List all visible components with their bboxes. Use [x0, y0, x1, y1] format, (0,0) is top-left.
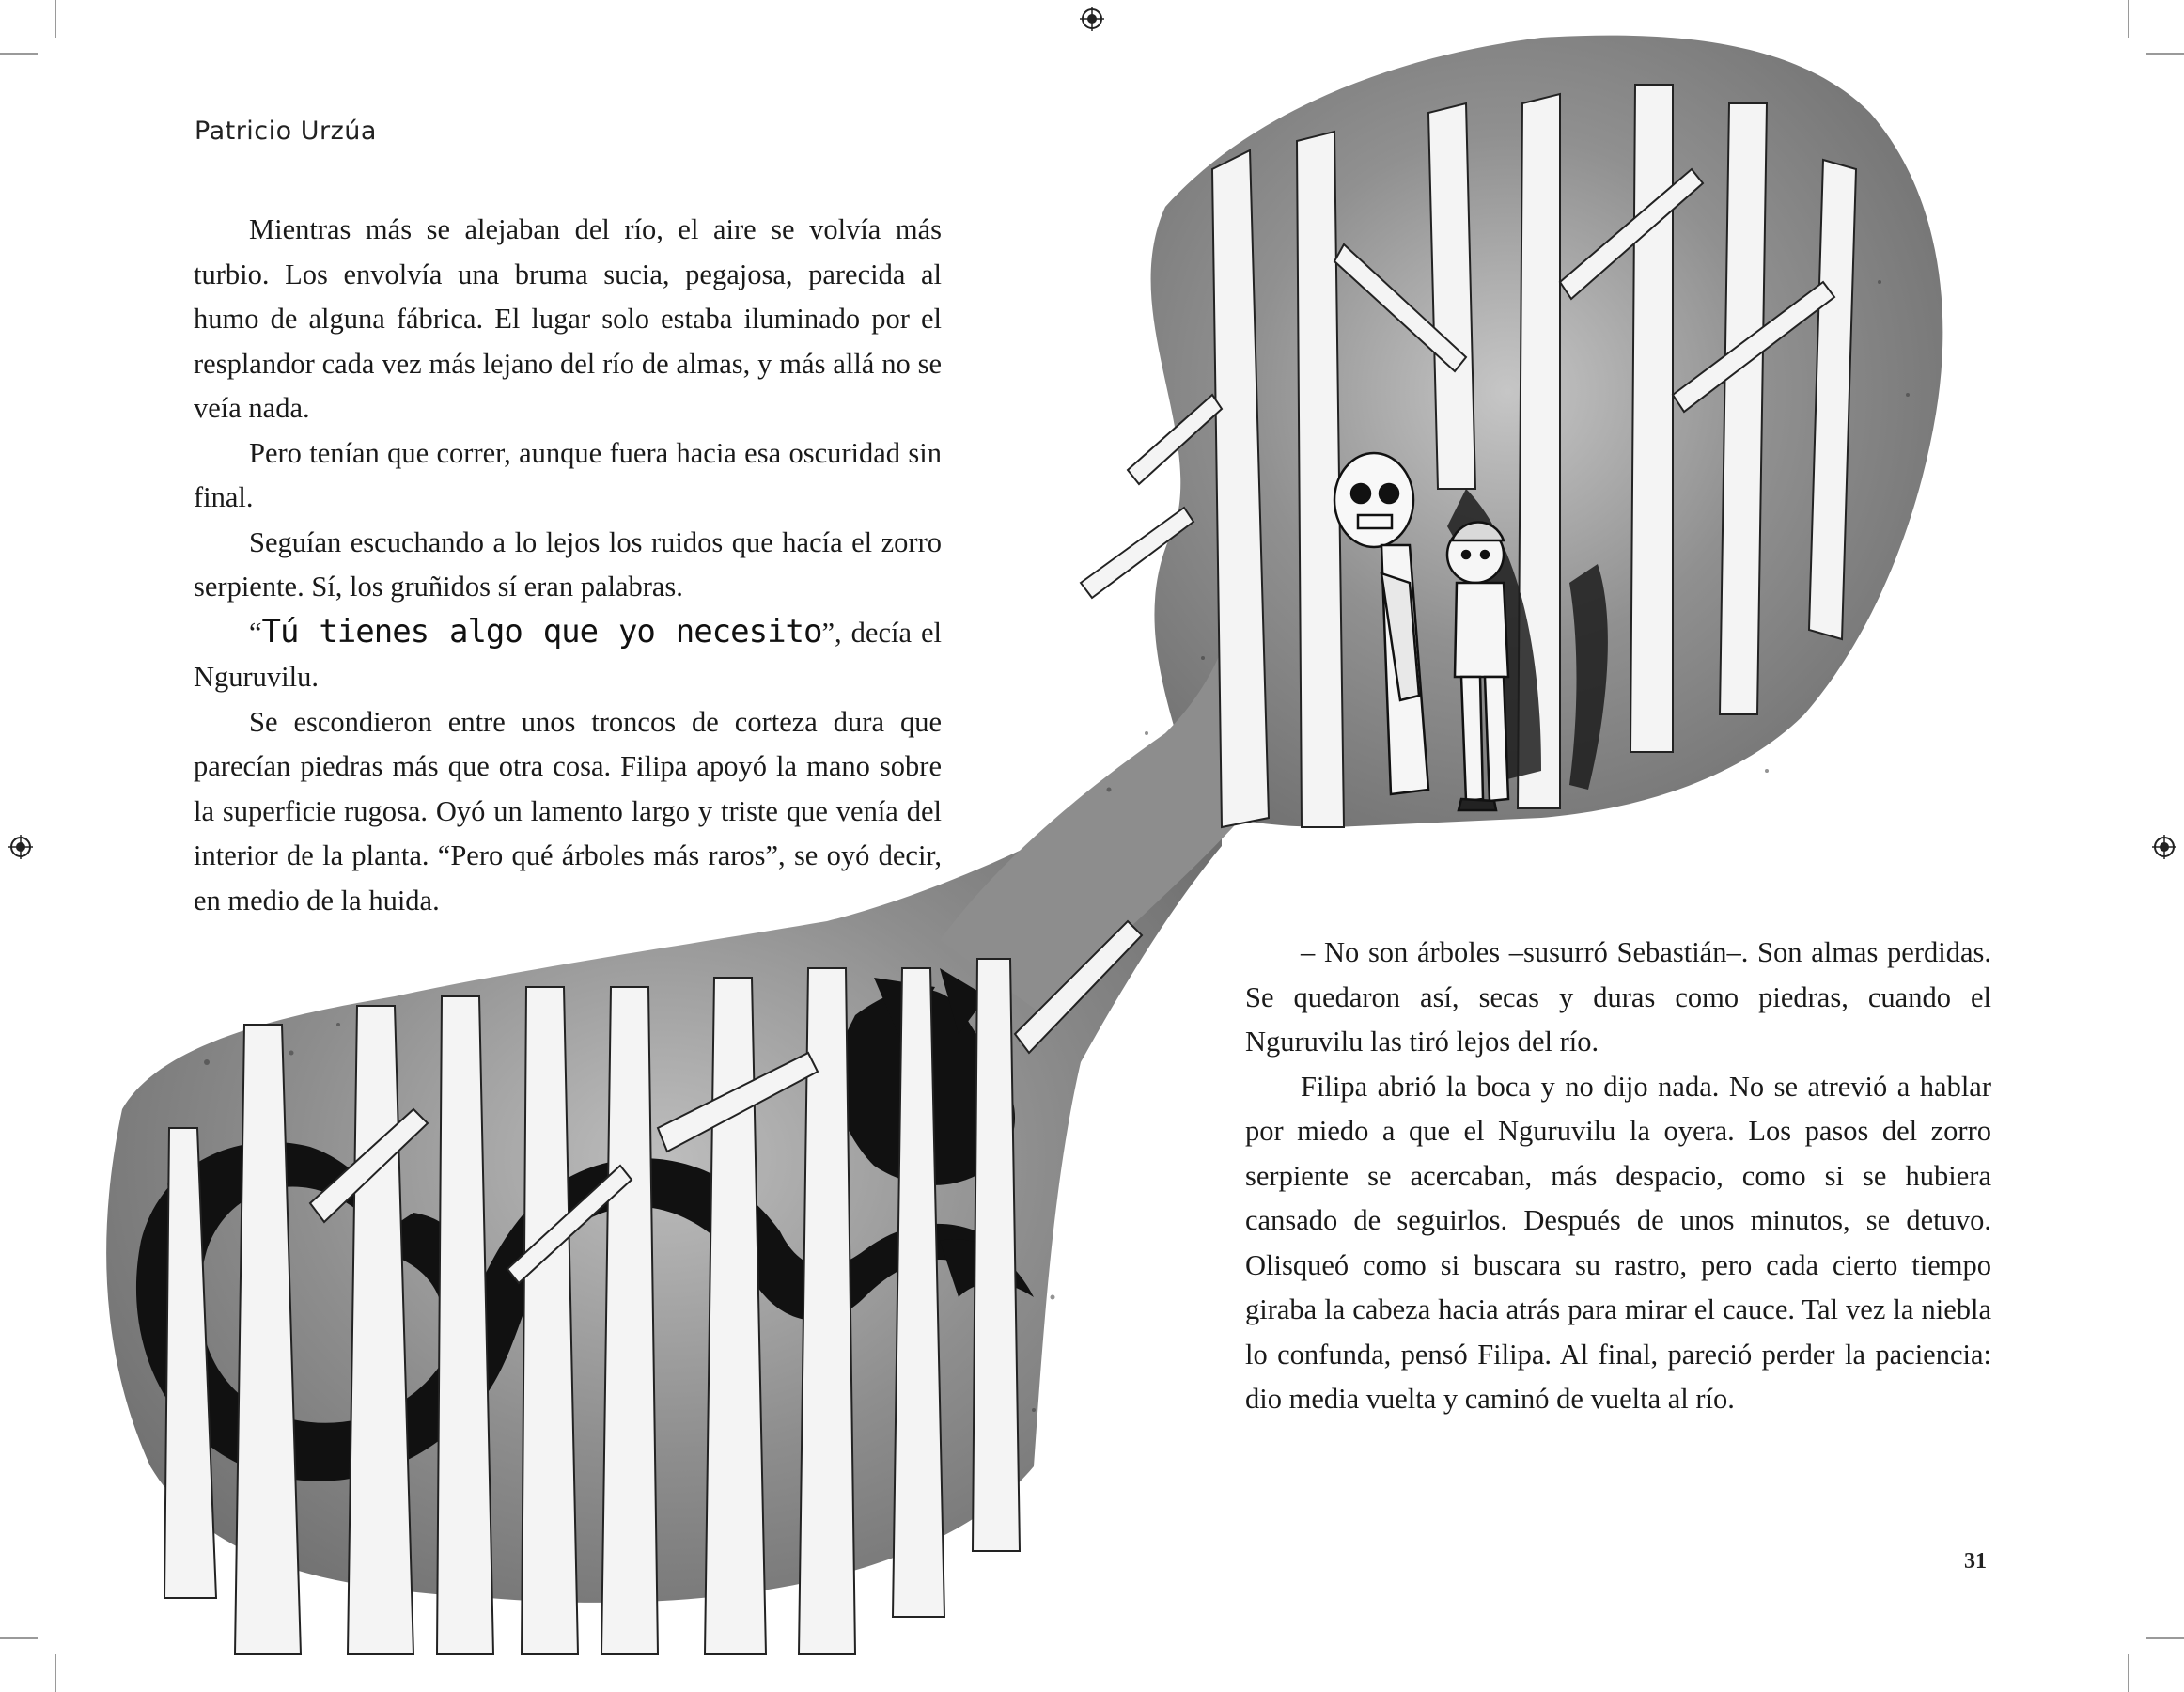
crop-mark	[55, 1654, 56, 1692]
crop-mark	[0, 53, 38, 55]
crop-mark	[0, 1637, 38, 1639]
quote-close: ”, decía el Nguruvilu.	[194, 616, 943, 693]
paragraph: Pero tenían que correr, aunque fuera hacia esa oscuridad sin final.	[194, 436, 942, 513]
registration-mark-icon	[8, 835, 33, 859]
page-number: 31	[1964, 1549, 1987, 1574]
left-page-text	[194, 208, 942, 923]
paragraph: Mientras más se alejaban del río, el aire se volvía más turbio. Los envolvía una bruma sucia, pegajosa, parecida al humo de alguna fábrica. El lugar solo estaba iluminado por el resplandor cada vez más lejano del río de almas, y más allá no se veía nada.	[194, 213, 942, 424]
running-head: Patricio Urzúa	[195, 117, 377, 146]
registration-mark-icon	[2152, 835, 2176, 859]
paragraph: Se escondieron entre unos troncos de corteza dura que parecían piedras más que otra cosa. Filipa apoyó la mano sobre la superficie rugosa. Oyó un lamento largo y triste que venía del interior de la planta. “Pero qué árboles más raros”, se oyó decir, en medio de la huida.	[194, 705, 942, 916]
paragraph: – No son árboles –susurró Sebastián–. Son almas perdidas. Se quedaron así, secas y duras como piedras, cuando el Nguruvilu las tiró lejos del río.	[1245, 936, 1991, 1058]
creature-voice: Tú tienes algo que yo necesito	[261, 612, 822, 650]
crop-mark	[2146, 1637, 2184, 1639]
paragraph: Filipa abrió la boca y no dijo nada. No se atrevió a hablar por miedo a que el Nguruvilu la oyera. Los pasos del zorro serpiente se acercaban, más despacio, como si se hubiera cansado de seguirlos. Después de unos minutos, se detuvo. Olisqueó como si buscara su rastro, pero cada cierto tiempo giraba la cabeza hacia atrás para mirar el cauce. Tal vez la niebla lo confunda, pensó Filipa. Al final, pareció perder la paciencia: dio media vuelta y caminó de vuelta al río.	[1245, 1070, 1991, 1415]
registration-mark-icon	[1080, 7, 1104, 31]
quote-open: “	[249, 616, 262, 649]
right-page-text	[1245, 931, 1991, 1422]
crop-mark	[2146, 53, 2184, 55]
paragraph: Seguían escuchando a lo lejos los ruidos que hacía el zorro serpiente. Sí, los gruñidos sí eran palabras.	[194, 525, 942, 603]
crop-mark	[2128, 0, 2129, 38]
crop-mark	[55, 0, 56, 38]
crop-mark	[2128, 1654, 2129, 1692]
paragraph	[194, 610, 942, 700]
